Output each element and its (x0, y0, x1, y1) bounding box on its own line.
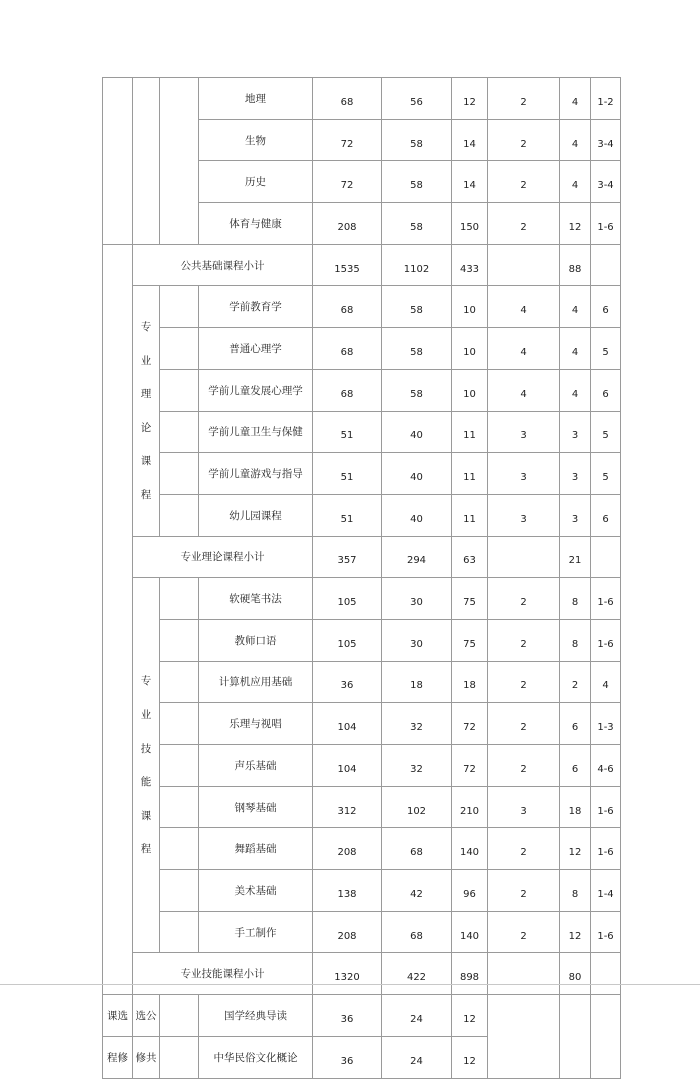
semester: 6 (591, 494, 621, 536)
total-hours: 68 (313, 328, 382, 370)
exam-type: 2 (488, 203, 560, 245)
practice-hours: 18 (452, 661, 488, 703)
credits: 4 (560, 78, 591, 120)
semester: 1-4 (591, 870, 621, 912)
theory-hours: 40 (382, 411, 452, 453)
credits: 8 (560, 870, 591, 912)
total-hours: 51 (313, 453, 382, 495)
total-hours: 208 (313, 203, 382, 245)
subtotal-row (103, 244, 621, 286)
exam-type: 2 (488, 78, 560, 120)
category-label (133, 578, 160, 953)
subtotal-theory: 1102 (382, 244, 452, 286)
semester: 4-6 (591, 745, 621, 787)
exam-type: 2 (488, 703, 560, 745)
category-label-char: 业 (140, 708, 152, 721)
curriculum-body (103, 78, 621, 1079)
credits: 2 (560, 661, 591, 703)
practice-hours: 11 (452, 453, 488, 495)
semester: 1-6 (591, 786, 621, 828)
theory-hours: 58 (382, 119, 452, 161)
practice-hours: 150 (452, 203, 488, 245)
category-label (133, 286, 160, 536)
table-row (103, 286, 621, 328)
credits: 12 (560, 828, 591, 870)
exam-type: 3 (488, 494, 560, 536)
category-label-char: 程 (140, 843, 152, 856)
elective-label-a: 程修 (103, 1036, 133, 1078)
credits: 4 (560, 161, 591, 203)
semester: 1-6 (591, 578, 621, 620)
total-hours: 105 (313, 619, 382, 661)
category-label-char: 能 (140, 776, 152, 789)
sub-col-empty (160, 619, 199, 661)
course-name: 计算机应用基础 (199, 661, 313, 703)
theory-hours: 40 (382, 494, 452, 536)
sub-col-empty (160, 411, 199, 453)
course-name: 体育与健康 (199, 203, 313, 245)
sub-col-empty (160, 369, 199, 411)
course-name: 教师口语 (199, 619, 313, 661)
practice-hours: 72 (452, 745, 488, 787)
theory-hours: 58 (382, 328, 452, 370)
total-hours: 104 (313, 745, 382, 787)
elective-label-a: 课选 (103, 995, 133, 1037)
theory-hours: 68 (382, 911, 452, 953)
table-row (103, 828, 621, 870)
credits: 8 (560, 619, 591, 661)
theory-hours: 68 (382, 828, 452, 870)
table-row (103, 328, 621, 370)
elective-label-b: 修共 (133, 1036, 160, 1078)
exam-type: 4 (488, 286, 560, 328)
subtotal-exam-empty (488, 536, 560, 578)
elective-credits-empty (560, 995, 591, 1078)
theory-hours: 18 (382, 661, 452, 703)
semester: 1-6 (591, 828, 621, 870)
course-name: 地理 (199, 78, 313, 120)
exam-type: 2 (488, 828, 560, 870)
theory-hours: 42 (382, 870, 452, 912)
credits: 8 (560, 578, 591, 620)
category-label-stack (133, 675, 159, 855)
subtotal-theory: 294 (382, 536, 452, 578)
exam-type: 2 (488, 161, 560, 203)
course-name: 中华民俗文化概论 (199, 1036, 313, 1078)
practice-hours: 140 (452, 911, 488, 953)
practice-hours: 10 (452, 328, 488, 370)
table-row (103, 870, 621, 912)
semester: 5 (591, 328, 621, 370)
practice-hours: 75 (452, 578, 488, 620)
practice-hours: 11 (452, 494, 488, 536)
subtotal-row (103, 536, 621, 578)
subtotal-theory: 422 (382, 953, 452, 995)
semester: 6 (591, 286, 621, 328)
total-hours: 68 (313, 286, 382, 328)
category-label-char: 技 (140, 742, 152, 755)
exam-type: 2 (488, 578, 560, 620)
practice-hours: 12 (452, 995, 488, 1037)
sub-col-empty (160, 911, 199, 953)
practice-hours: 75 (452, 619, 488, 661)
table-row (103, 911, 621, 953)
practice-hours: 12 (452, 1036, 488, 1078)
practice-hours: 14 (452, 119, 488, 161)
table-row (103, 661, 621, 703)
semester: 3-4 (591, 119, 621, 161)
semester: 4 (591, 661, 621, 703)
exam-type: 2 (488, 870, 560, 912)
semester: 1-2 (591, 78, 621, 120)
subtotal-row (103, 953, 621, 995)
sub-col-empty (160, 786, 199, 828)
credits: 6 (560, 703, 591, 745)
theory-hours: 102 (382, 786, 452, 828)
subtotal-exam-empty (488, 244, 560, 286)
total-hours: 36 (313, 661, 382, 703)
sub-col-empty (160, 578, 199, 620)
practice-hours: 10 (452, 369, 488, 411)
credits: 12 (560, 203, 591, 245)
category-label-char: 论 (140, 421, 152, 434)
credits: 18 (560, 786, 591, 828)
total-hours: 104 (313, 703, 382, 745)
course-name: 生物 (199, 119, 313, 161)
table-row (103, 703, 621, 745)
course-name: 学前儿童发展心理学 (199, 369, 313, 411)
table-row (103, 78, 621, 120)
total-hours: 36 (313, 995, 382, 1037)
theory-hours: 40 (382, 453, 452, 495)
subtotal-semester-empty (591, 953, 621, 995)
semester: 6 (591, 369, 621, 411)
subtotal-exam-empty (488, 953, 560, 995)
course-name: 美术基础 (199, 870, 313, 912)
table-row (103, 578, 621, 620)
theory-hours: 58 (382, 286, 452, 328)
theory-hours: 30 (382, 578, 452, 620)
credits: 3 (560, 494, 591, 536)
subtotal-semester-empty (591, 536, 621, 578)
total-hours: 51 (313, 494, 382, 536)
credits: 4 (560, 286, 591, 328)
total-hours: 138 (313, 870, 382, 912)
total-hours: 208 (313, 828, 382, 870)
sub-col-empty (160, 328, 199, 370)
semester: 1-6 (591, 911, 621, 953)
elective-label-b: 选公 (133, 995, 160, 1037)
category-col-empty (160, 78, 199, 245)
category-label-char: 专 (140, 321, 152, 333)
subtotal-total: 357 (313, 536, 382, 578)
exam-type: 2 (488, 119, 560, 161)
sub-col-empty (160, 494, 199, 536)
course-name: 国学经典导读 (199, 995, 313, 1037)
theory-hours: 30 (382, 619, 452, 661)
course-name: 学前儿童卫生与保健 (199, 411, 313, 453)
total-hours: 72 (313, 161, 382, 203)
practice-hours: 72 (452, 703, 488, 745)
table-row (103, 369, 621, 411)
semester: 1-6 (591, 203, 621, 245)
subtotal-credits: 21 (560, 536, 591, 578)
semester: 3-4 (591, 161, 621, 203)
table-row (103, 995, 621, 1037)
exam-type: 2 (488, 619, 560, 661)
credits: 4 (560, 119, 591, 161)
credits: 12 (560, 911, 591, 953)
sub-col-empty (160, 1036, 199, 1078)
subtotal-label: 专业理论课程小计 (133, 536, 313, 578)
theory-hours: 24 (382, 1036, 452, 1078)
sub-col-empty (160, 661, 199, 703)
practice-hours: 210 (452, 786, 488, 828)
sub-col-empty (160, 995, 199, 1037)
category-label-char: 理 (140, 388, 152, 401)
course-name: 乐理与视唱 (199, 703, 313, 745)
sub-col-empty (160, 286, 199, 328)
subtotal-label: 公共基础课程小计 (133, 244, 313, 286)
sub-col-empty (160, 828, 199, 870)
semester: 1-3 (591, 703, 621, 745)
subtotal-semester-empty (591, 244, 621, 286)
table-row (103, 494, 621, 536)
exam-type: 2 (488, 661, 560, 703)
page-bottom-border (0, 984, 700, 985)
theory-hours: 58 (382, 161, 452, 203)
exam-type: 4 (488, 328, 560, 370)
sub-col-empty (160, 745, 199, 787)
course-name: 普通心理学 (199, 328, 313, 370)
course-name: 手工制作 (199, 911, 313, 953)
sub-col-empty (160, 870, 199, 912)
practice-hours: 10 (452, 286, 488, 328)
table-row (103, 745, 621, 787)
course-name: 学前教育学 (199, 286, 313, 328)
course-name: 声乐基础 (199, 745, 313, 787)
category-label-stack (133, 321, 159, 501)
semester: 5 (591, 453, 621, 495)
sub-col-empty (160, 453, 199, 495)
subtotal-practice: 898 (452, 953, 488, 995)
credits: 3 (560, 453, 591, 495)
theory-hours: 58 (382, 369, 452, 411)
exam-type: 2 (488, 911, 560, 953)
total-hours: 51 (313, 411, 382, 453)
total-hours: 72 (313, 119, 382, 161)
subtotal-label: 专业技能课程小计 (133, 953, 313, 995)
practice-hours: 12 (452, 78, 488, 120)
table-row (103, 411, 621, 453)
course-name: 软硬笔书法 (199, 578, 313, 620)
curriculum-table (102, 77, 621, 1079)
subtotal-credits: 88 (560, 244, 591, 286)
credits: 4 (560, 369, 591, 411)
exam-type: 3 (488, 453, 560, 495)
category-label-char: 专 (140, 675, 152, 688)
category-label-char: 程 (140, 488, 152, 501)
table-row (103, 786, 621, 828)
sub-col-empty (160, 703, 199, 745)
subtotal-practice: 433 (452, 244, 488, 286)
category-col-empty (133, 78, 160, 245)
course-name: 历史 (199, 161, 313, 203)
theory-hours: 32 (382, 745, 452, 787)
credits: 3 (560, 411, 591, 453)
semester: 1-6 (591, 619, 621, 661)
course-name: 钢琴基础 (199, 786, 313, 828)
theory-hours: 56 (382, 78, 452, 120)
practice-hours: 11 (452, 411, 488, 453)
category-label-char: 课 (140, 809, 152, 822)
total-hours: 312 (313, 786, 382, 828)
practice-hours: 96 (452, 870, 488, 912)
category-label-char: 业 (140, 354, 152, 367)
category-label-char: 课 (140, 455, 152, 468)
total-hours: 208 (313, 911, 382, 953)
category-col-empty (103, 244, 133, 994)
exam-type: 3 (488, 411, 560, 453)
exam-type: 4 (488, 369, 560, 411)
theory-hours: 24 (382, 995, 452, 1037)
exam-type: 2 (488, 745, 560, 787)
credits: 6 (560, 745, 591, 787)
total-hours: 68 (313, 78, 382, 120)
total-hours: 105 (313, 578, 382, 620)
semester: 5 (591, 411, 621, 453)
course-name: 舞蹈基础 (199, 828, 313, 870)
total-hours: 68 (313, 369, 382, 411)
table-row (103, 619, 621, 661)
total-hours: 36 (313, 1036, 382, 1078)
elective-semester-empty (591, 995, 621, 1078)
course-name: 幼儿园课程 (199, 494, 313, 536)
theory-hours: 32 (382, 703, 452, 745)
subtotal-total: 1535 (313, 244, 382, 286)
subtotal-practice: 63 (452, 536, 488, 578)
theory-hours: 58 (382, 203, 452, 245)
subtotal-total: 1320 (313, 953, 382, 995)
practice-hours: 140 (452, 828, 488, 870)
category-col-empty (103, 78, 133, 245)
table-row (103, 453, 621, 495)
course-name: 学前儿童游戏与指导 (199, 453, 313, 495)
subtotal-credits: 80 (560, 953, 591, 995)
elective-exam-empty (488, 995, 560, 1078)
credits: 4 (560, 328, 591, 370)
exam-type: 3 (488, 786, 560, 828)
practice-hours: 14 (452, 161, 488, 203)
